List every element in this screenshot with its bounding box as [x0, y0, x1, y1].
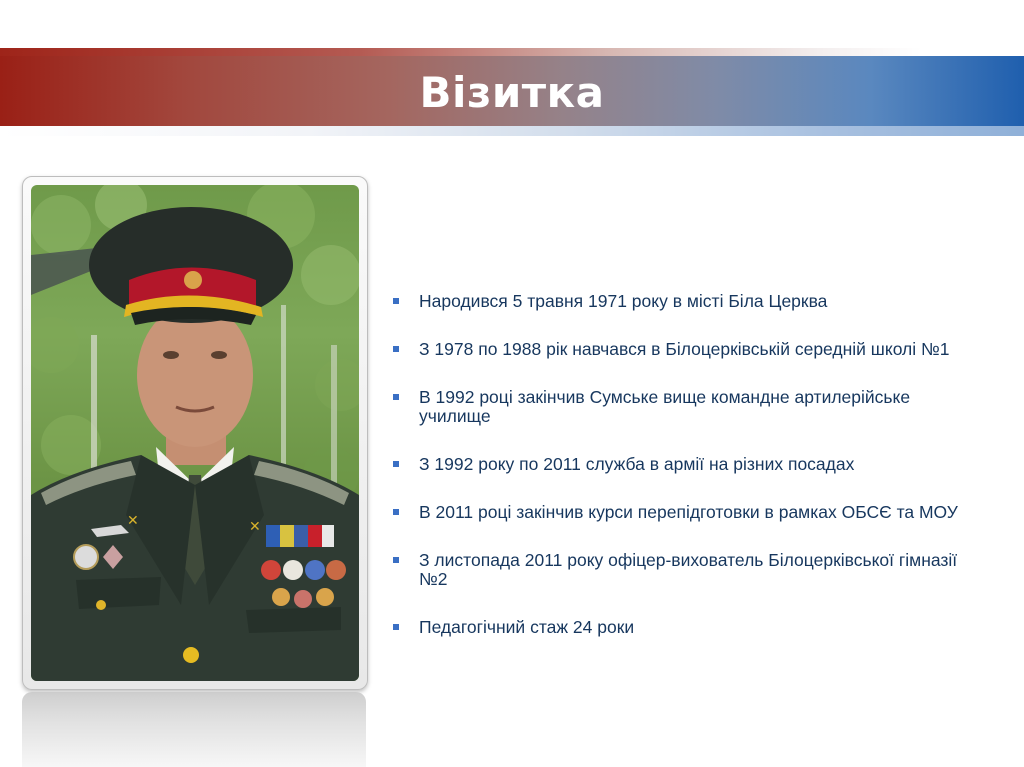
photo-reflection [22, 692, 366, 767]
banner-bottom-line [0, 126, 1024, 136]
slide-title: Візитка [419, 68, 605, 117]
bullet-item [392, 388, 972, 426]
bullet-item [392, 503, 972, 522]
bullet-item [392, 340, 972, 359]
bullet-square-icon [393, 346, 399, 352]
bullet-text: В 1992 році закінчив Сумське вище командне артилерійське училище [419, 387, 911, 426]
bullet-text: Народився 5 травня 1971 року в місті Біла Церква [419, 291, 828, 311]
bullet-text: В 2011 році закінчив курси перепідготовки в рамках ОБСЄ та МОУ [419, 502, 958, 522]
bio-bullet-list [392, 292, 972, 666]
svg-text:✕: ✕ [249, 519, 261, 535]
svg-text:✕: ✕ [127, 513, 139, 529]
bullet-square-icon [393, 509, 399, 515]
bullet-text: Педагогічний стаж 24 роки [419, 617, 635, 637]
bullet-item [392, 551, 972, 589]
bullet-square-icon [393, 298, 399, 304]
bullet-square-icon [393, 394, 399, 400]
bullet-square-icon [393, 461, 399, 467]
bullet-square-icon [393, 557, 399, 563]
photo-frame [22, 176, 368, 690]
bullet-text: З 1978 по 1988 рік навчався в Білоцерківській середній школі №1 [419, 339, 950, 359]
bullet-item [392, 292, 972, 311]
bullet-item [392, 618, 972, 637]
portrait-photo [31, 185, 359, 681]
bullet-text: З 1992 року по 2011 служба в армії на різних посадах [419, 454, 855, 474]
bullet-item [392, 455, 972, 474]
portrait-illustration [31, 185, 359, 681]
bullet-text: З листопада 2011 року офіцер-вихователь Білоцерківської гімназії №2 [419, 550, 958, 589]
bullet-square-icon [393, 624, 399, 630]
